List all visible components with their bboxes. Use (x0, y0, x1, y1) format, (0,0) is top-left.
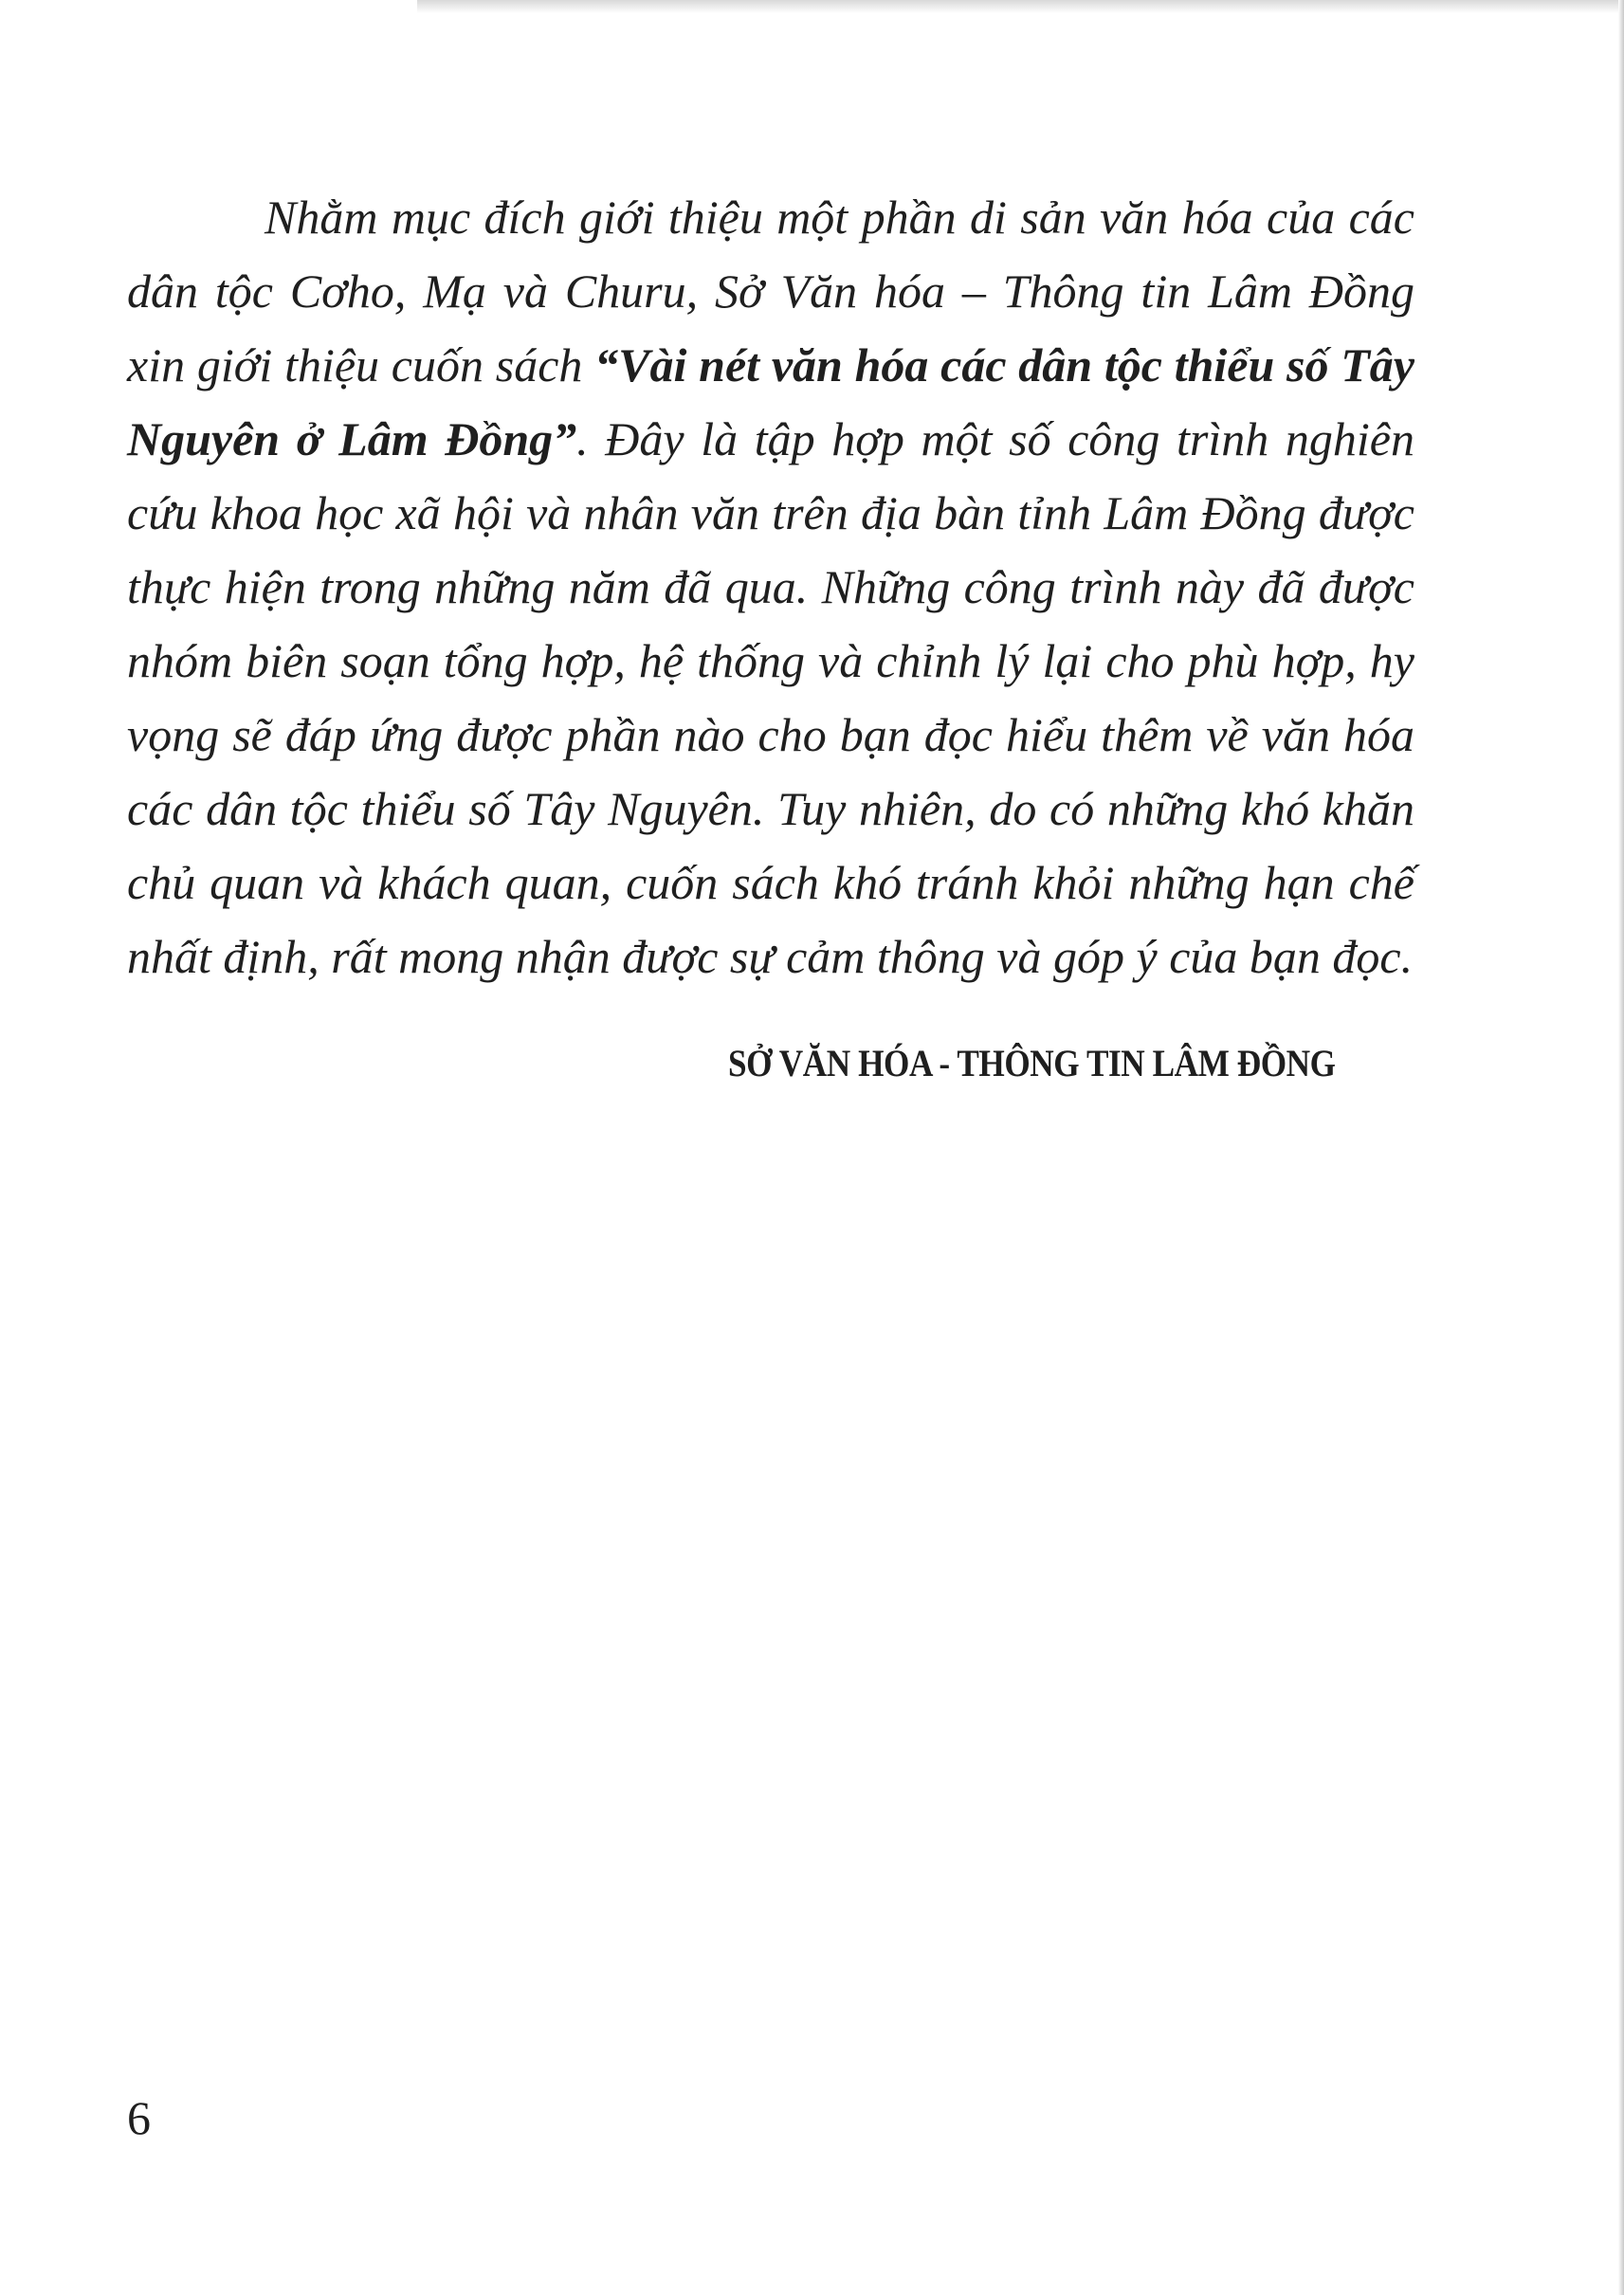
book-title: “Vài nét văn hóa các dân tộc thiểu số Tây Nguyên ở Lâm Đồng” (127, 338, 1415, 465)
scan-shadow-top (417, 0, 1624, 13)
scan-shadow-right (1618, 0, 1624, 2295)
page-number: 6 (127, 2091, 151, 2144)
preface-paragraph (127, 180, 1414, 993)
preface-text-after-title: . Đây là tập hợp một số công trình nghiên cứu khoa học xã hội và nhân văn trên địa bàn tỉnh Lâm Đồng được thực hiện trong những năm đã qua. Những công trình này đã được nhóm biên soạn tổng hợp, hệ thống và chỉnh lý lại cho phù hợp, hy vọng sẽ đáp ứng được phần nào cho bạn đọc hiểu thêm về văn hóa các dân tộc thiểu số Tây Nguyên. Tuy nhiên, do có những khó khăn chủ quan và khách quan, cuốn sách khó tránh khỏi những hạn chế nhất định, rất mong nhận được sự cảm thông và góp ý của bạn đọc. (127, 412, 1414, 983)
preface-text-before-title: Nhằm mục đích giới thiệu một phần di sản văn hóa của các dân tộc Cơho, Mạ và Churu, Sở Văn hóa – Thông tin Lâm Đồng xin giới thiệu cuốn sách (127, 191, 1414, 392)
signature: SỞ VĂN HÓA - THÔNG TIN LÂM ĐỒNG (728, 1042, 1336, 1084)
